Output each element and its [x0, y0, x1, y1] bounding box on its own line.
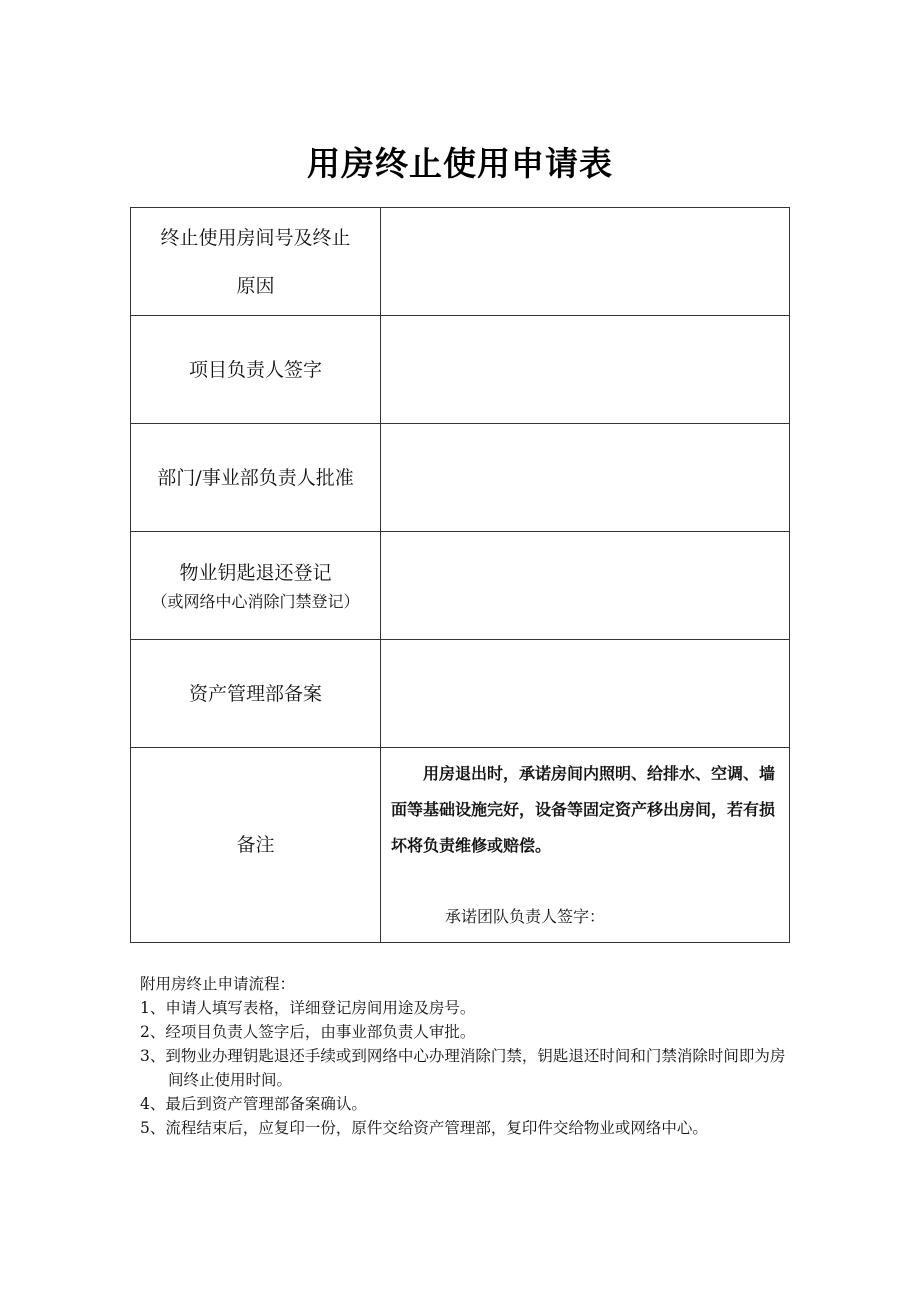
field-key-return[interactable]	[381, 532, 790, 640]
process-step: 4、最后到资产管理部备案确认。	[140, 1095, 367, 1113]
label-remarks: 备注	[131, 748, 381, 943]
form-row-department-approval	[131, 424, 790, 532]
process-step: 5、流程结束后，应复印一份，原件交给资产管理部，复印件交给物业或网络中心。	[140, 1119, 708, 1137]
form-row-room-and-reason	[131, 208, 790, 316]
field-room-and-reason[interactable]	[381, 208, 790, 316]
page-title: 用房终止使用申请表	[307, 144, 613, 183]
label-room-and-reason	[131, 208, 381, 316]
label-line1: 终止使用房间号及终止	[160, 226, 351, 249]
form-row-key-return	[131, 532, 790, 640]
label-key-return	[131, 532, 381, 640]
application-form-table	[130, 207, 790, 943]
process-step: 3、到物业办理钥匙退还手续或到网络中心办理消除门禁，钥匙退还时间和门禁消除时间即为房间终止使用时间。	[140, 1047, 786, 1089]
commitment-text: 用房退出时，承诺房间内照明、给排水、空调、墙面等基础设施完好，设备等固定资产移出房间，若有损坏将负责维修或赔偿。	[391, 764, 776, 855]
label-department-approval: 部门/事业部负责人批准	[131, 424, 381, 532]
field-department-approval[interactable]	[381, 424, 790, 532]
form-row-project-leader	[131, 316, 790, 424]
field-asset-filing[interactable]	[381, 640, 790, 748]
process-step: 1、申请人填写表格，详细登记房间用途及房号。	[140, 999, 476, 1017]
form-row-remarks	[131, 748, 790, 943]
label-key-return-main: 物业钥匙退还登记	[179, 561, 332, 584]
field-project-leader-signature[interactable]	[381, 316, 790, 424]
process-step: 2、经项目负责人签字后，由事业部负责人审批。	[140, 1023, 476, 1041]
label-key-return-sub: （或网络中心消除门禁登记）	[151, 591, 360, 611]
team-leader-signature-label: 承诺团队负责人签字：	[445, 907, 606, 926]
label-asset-filing: 资产管理部备案	[131, 640, 381, 748]
process-heading: 附用房终止申请流程：	[140, 975, 296, 993]
label-project-leader-signature: 项目负责人签字	[131, 316, 381, 424]
label-line2: 原因	[236, 274, 275, 297]
form-row-asset-filing	[131, 640, 790, 748]
field-remarks	[381, 748, 790, 943]
process-section	[140, 972, 800, 1140]
